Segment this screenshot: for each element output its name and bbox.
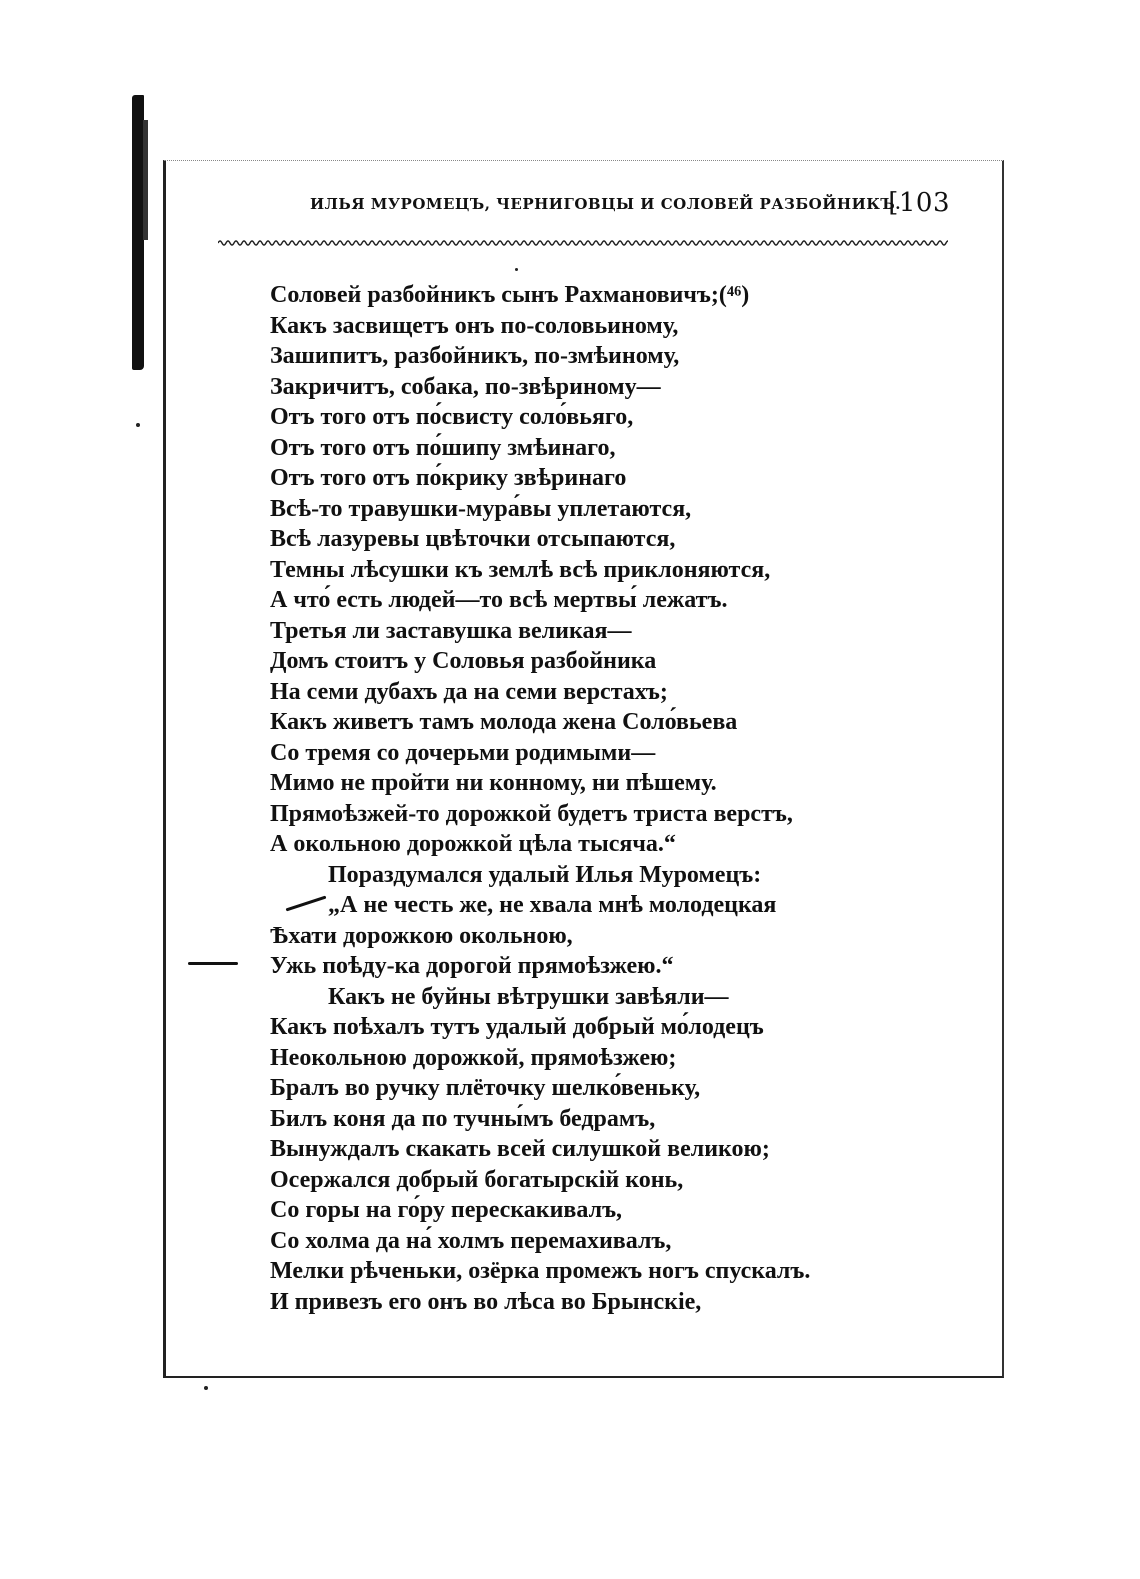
poem-line: Пораздумался удалый Илья Муромецъ: xyxy=(328,861,762,888)
poem-line: Всѣ-то травушки-мура́вы уплетаются, xyxy=(270,495,692,522)
pencil-mark xyxy=(188,962,238,965)
poem-line: Со тремя со дочерьми родимыми— xyxy=(270,739,656,766)
poem-line: Вынуждалъ скакать всей силушкой великою; xyxy=(270,1136,770,1162)
scan-dot xyxy=(204,1386,208,1390)
poem-line: А окольною дорожкой цѣла тысяча.“ xyxy=(270,831,676,857)
poem-line: Ѣхати дорожкою окольною, xyxy=(270,922,573,949)
poem-line: А что́ есть людей—то всѣ мертвы́ лежатъ. xyxy=(270,587,728,613)
poem-line: Неокольною дорожкой, прямоѣзжею; xyxy=(270,1044,677,1071)
scan-edge-mark-inner xyxy=(143,120,148,240)
poem-line: Закричитъ, собака, по-звѣриному— xyxy=(270,373,661,400)
poem-line: Мелки рѣченьки, озёрка промежъ ногъ спускалъ. xyxy=(270,1258,811,1284)
scan-dot xyxy=(136,423,140,427)
poem-line: Отъ того отъ по́шипу змѣинаго, xyxy=(270,434,616,461)
poem-line: Отъ того отъ по́свисту соло́вьяго, xyxy=(270,404,634,430)
poem-line: Темны лѣсушки къ землѣ всѣ приклоняются, xyxy=(270,556,771,583)
poem-line: Какъ поѣхалъ тутъ удалый добрый мо́лодецъ xyxy=(270,1014,764,1040)
poem-line: Осержался добрый богатырскій конь, xyxy=(270,1166,684,1193)
poem-line: Со горы на го́ру перескакивалъ, xyxy=(270,1197,623,1223)
poem-line: Прямоѣзжей-то дорожкой будетъ триста верстъ, xyxy=(270,800,793,827)
poem-line: Билъ коня да по тучны́мъ бедрамъ, xyxy=(270,1105,656,1132)
poem-line: Зашипитъ, разбойникъ, по-змѣиному, xyxy=(270,343,680,369)
poem-line: Со холма да на́ холмъ перемахивалъ, xyxy=(270,1227,672,1254)
poem-line: Всѣ лазуревы цвѣточки отсыпаются, xyxy=(270,526,676,552)
poem-line: Третья ли заставушка великая— xyxy=(270,617,632,644)
poem-line: Соловей разбойникъ сынъ Рахмановичъ;(⁴⁶) xyxy=(270,282,750,308)
poem-line: И привезъ его онъ во лѣса во Брынскіе, xyxy=(270,1288,702,1315)
poem-line: Ужь поѣду-ка дорогой прямоѣзжею.“ xyxy=(270,953,674,979)
poem-text xyxy=(270,280,970,1317)
poem-line: Какъ не буйны вѣтрушки завѣяли— xyxy=(328,983,729,1010)
poem-line: На семи дубахъ да на семи верстахъ; xyxy=(270,678,668,705)
running-header xyxy=(310,188,950,220)
poem-line: „А не честь же, не хвала мнѣ молодецкая xyxy=(328,892,777,918)
poem-line: Какъ засвищетъ онъ по-соловьиному, xyxy=(270,312,679,339)
page-number: [103 xyxy=(888,188,950,218)
wavy-rule xyxy=(218,238,948,248)
poem-line: Отъ того отъ по́крику звѣринаго xyxy=(270,465,627,491)
poem-line: Какъ живетъ тамъ молода жена Соло́вьева xyxy=(270,709,738,735)
poem-line: Домъ стоитъ у Соловья разбойника xyxy=(270,648,657,674)
scan-dot xyxy=(515,268,518,271)
header-title: ИЛЬЯ МУРОМЕЦЪ, ЧЕРНИГОВЦЫ И СОЛОВЕЙ РАЗБОЙНИКЪ. xyxy=(310,195,901,213)
poem-line: Мимо не пройти ни конному, ни пѣшему. xyxy=(270,770,717,796)
poem-line: Бралъ во ручку плёточку шелко́веньку, xyxy=(270,1075,701,1101)
